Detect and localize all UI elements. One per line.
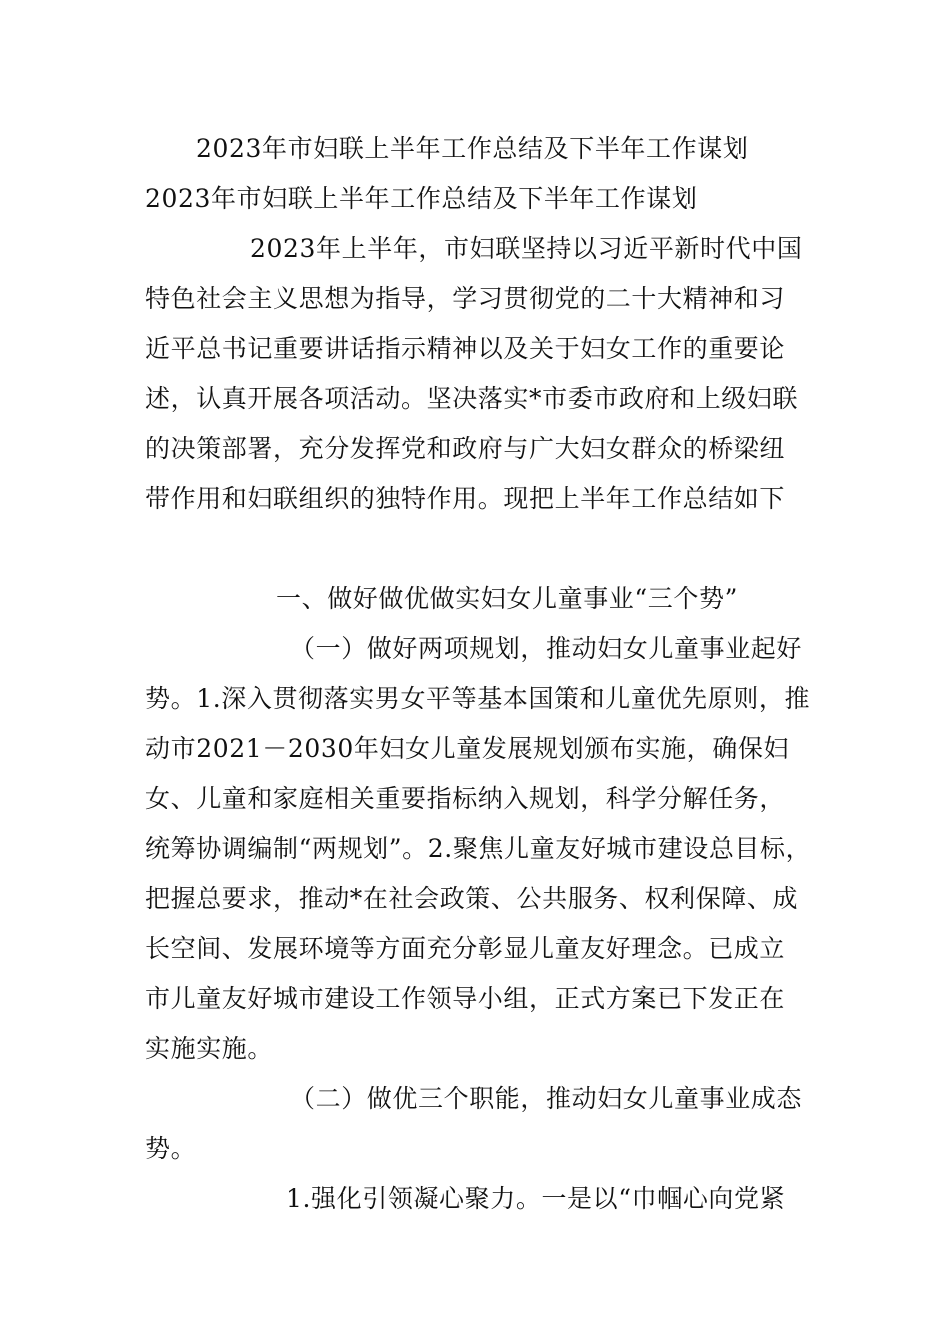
subsection-one-line: （一）做好两项规划，推动妇女儿童事业起好 [290,634,803,663]
subsection-one-line: 把握总要求，推动*在社会政策、公共服务、权利保障、成 [145,884,799,913]
subsection-one-line: 长空间、发展环境等方面充分彰显儿童友好理念。已成立 [145,934,786,963]
section-one-heading: 一、做好做优做实妇女儿童事业“三个势” [276,584,738,613]
intro-paragraph-line: 特色社会主义思想为指导，学习贯彻党的二十大精神和习 [145,284,786,313]
intro-paragraph-line: 带作用和妇联组织的独特作用。现把上半年工作总结如下 [145,484,786,513]
document-title-repeat: 2023年市妇联上半年工作总结及下半年工作谋划 [145,184,698,213]
intro-paragraph-line: 2023年上半年，市妇联坚持以习近平新时代中国 [250,234,803,263]
subsection-two-line: （二）做优三个职能，推动妇女儿童事业成态 [290,1084,803,1113]
intro-paragraph-line: 近平总书记重要讲话指示精神以及关于妇女工作的重要论 [145,334,786,363]
subsection-two-line: 势。 [145,1134,197,1163]
subsection-one-line: 实施实施。 [145,1034,274,1063]
subsection-one-line: 女、儿童和家庭相关重要指标纳入规划，科学分解任务， [145,784,786,813]
subsection-one-line: 势。1.深入贯彻落实男女平等基本国策和儿童优先原则，推 [145,684,811,713]
item-one-line: 1.强化引领凝心聚力。一是以“巾帼心向党紧 [286,1184,786,1213]
intro-paragraph-line: 述，认真开展各项活动。坚决落实*市委市政府和上级妇联 [145,384,799,413]
subsection-one-line: 统筹协调编制“两规划”。2.聚焦儿童友好城市建设总目标， [145,834,812,863]
subsection-one-line: 市儿童友好城市建设工作领导小组，正式方案已下发正在 [145,984,786,1013]
subsection-one-line: 动市2021－2030年妇女儿童发展规划颁布实施，确保妇 [145,734,790,763]
document-title: 2023年市妇联上半年工作总结及下半年工作谋划 [196,134,749,163]
intro-paragraph-line: 的决策部署，充分发挥党和政府与广大妇女群众的桥梁纽 [145,434,786,463]
